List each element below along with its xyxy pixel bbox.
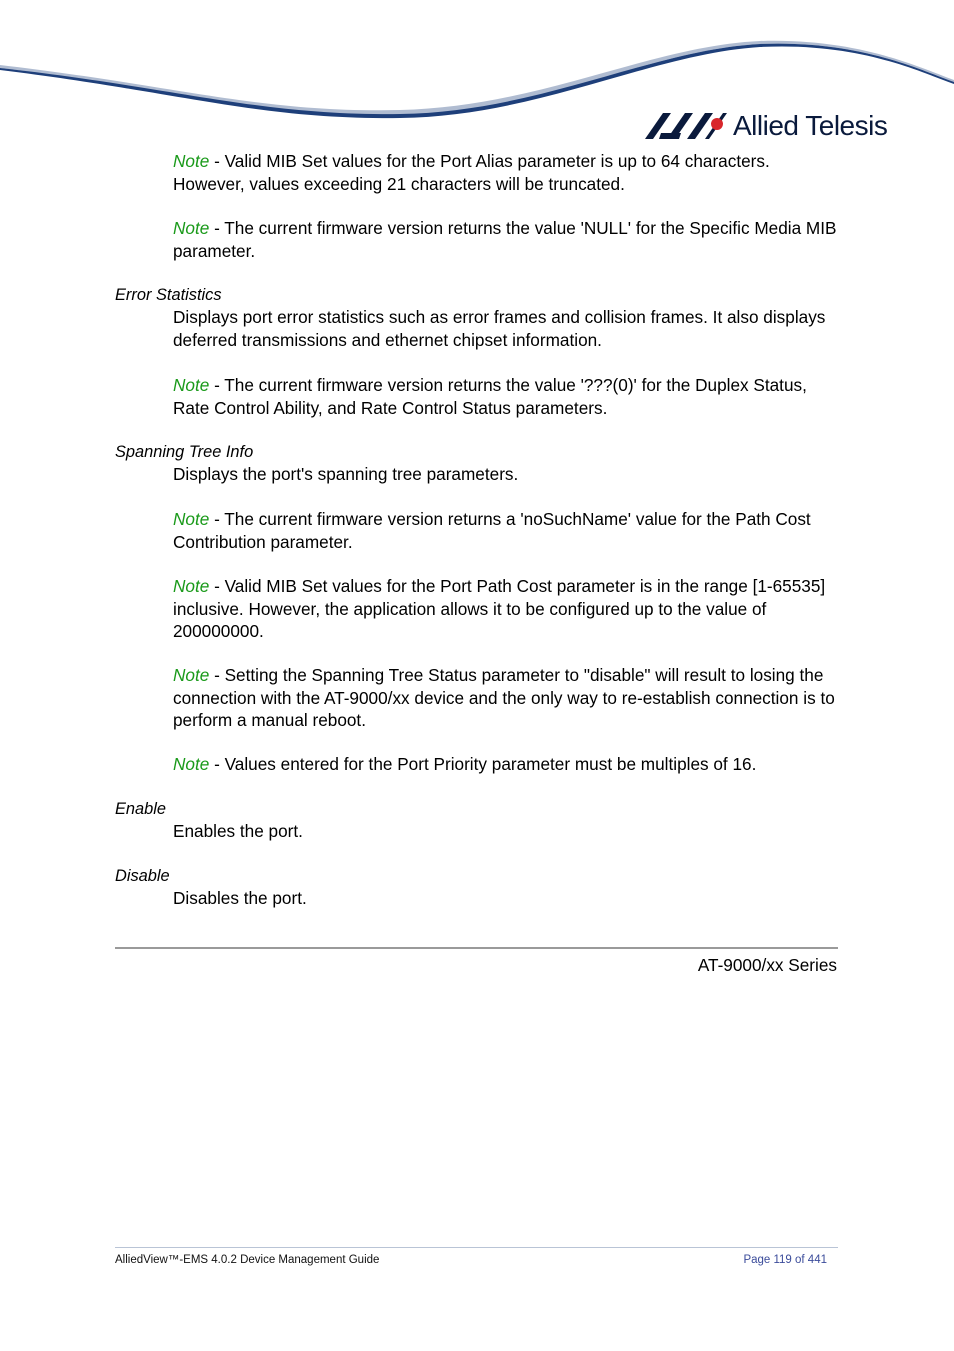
- section-divider: [115, 947, 838, 949]
- heading-error-statistics: Error Statistics: [115, 286, 222, 304]
- footer-divider: [115, 1247, 838, 1248]
- spanning-tree-description: Displays the port's spanning tree parameters.: [173, 464, 519, 484]
- allied-telesis-logo: [645, 108, 887, 144]
- note-label: Note: [173, 151, 210, 171]
- logo-mark-icon: [645, 111, 727, 141]
- note-text: - Values entered for the Port Priority parameter must be multiples of 16.: [209, 754, 757, 774]
- note-label: Note: [173, 754, 210, 774]
- enable-description: Enables the port.: [173, 821, 303, 841]
- note-label: Note: [173, 665, 210, 685]
- heading-enable: Enable: [115, 800, 167, 818]
- note-text: - Valid MIB Set values for the Port Path Cost parameter is in the range [1-65535] inclusive. However, the application allows it to be configured up to the value of 200000000.: [173, 576, 826, 642]
- heading-disable: Disable: [115, 867, 170, 885]
- note-port-alias: [173, 150, 838, 195]
- heading-spanning-tree-info: Spanning Tree Info: [115, 443, 254, 461]
- note-text: - The current firmware version returns the value 'NULL' for the Specific Media MIB parameter.: [173, 218, 837, 261]
- note-spanning-tree-status: [173, 664, 838, 732]
- note-port-priority: [173, 753, 838, 776]
- note-text: - Valid MIB Set values for the Port Alias parameter is up to 64 characters. However, values exceeding 21 characters will be truncated.: [173, 151, 770, 194]
- note-text: - The current firmware version returns a 'noSuchName' value for the Path Cost Contribution parameter.: [173, 509, 811, 552]
- series-label: AT-9000/xx Series: [697, 955, 837, 975]
- note-label: Note: [173, 218, 210, 238]
- footer-page-number: Page 119 of 441: [743, 1254, 827, 1266]
- note-text: - The current firmware version returns the value '???(0)' for the Duplex Status, Rate Control Ability, and Rate Control Status parameters.: [173, 375, 807, 418]
- footer-guide-title: AlliedView™-EMS 4.0.2 Device Management Guide: [115, 1254, 380, 1266]
- note-specific-media: [173, 217, 838, 262]
- error-statistics-description: Displays port error statistics such as error frames and collision frames. It also displays deferred transmissions and ethernet chipset information.: [173, 307, 826, 350]
- logo-wordmark: Allied Telesis: [733, 110, 888, 141]
- disable-description: Disables the port.: [173, 888, 307, 908]
- note-text: - Setting the Spanning Tree Status parameter to "disable" will result to losing the connection with the AT-9000/xx device and the only way to re-establish connection is to perform a manual reboot.: [173, 665, 835, 731]
- note-label: Note: [173, 509, 210, 529]
- note-path-cost-contribution: [173, 508, 838, 553]
- note-port-path-cost: [173, 575, 838, 643]
- note-label: Note: [173, 576, 210, 596]
- note-label: Note: [173, 375, 210, 395]
- note-duplex-status: [173, 374, 838, 419]
